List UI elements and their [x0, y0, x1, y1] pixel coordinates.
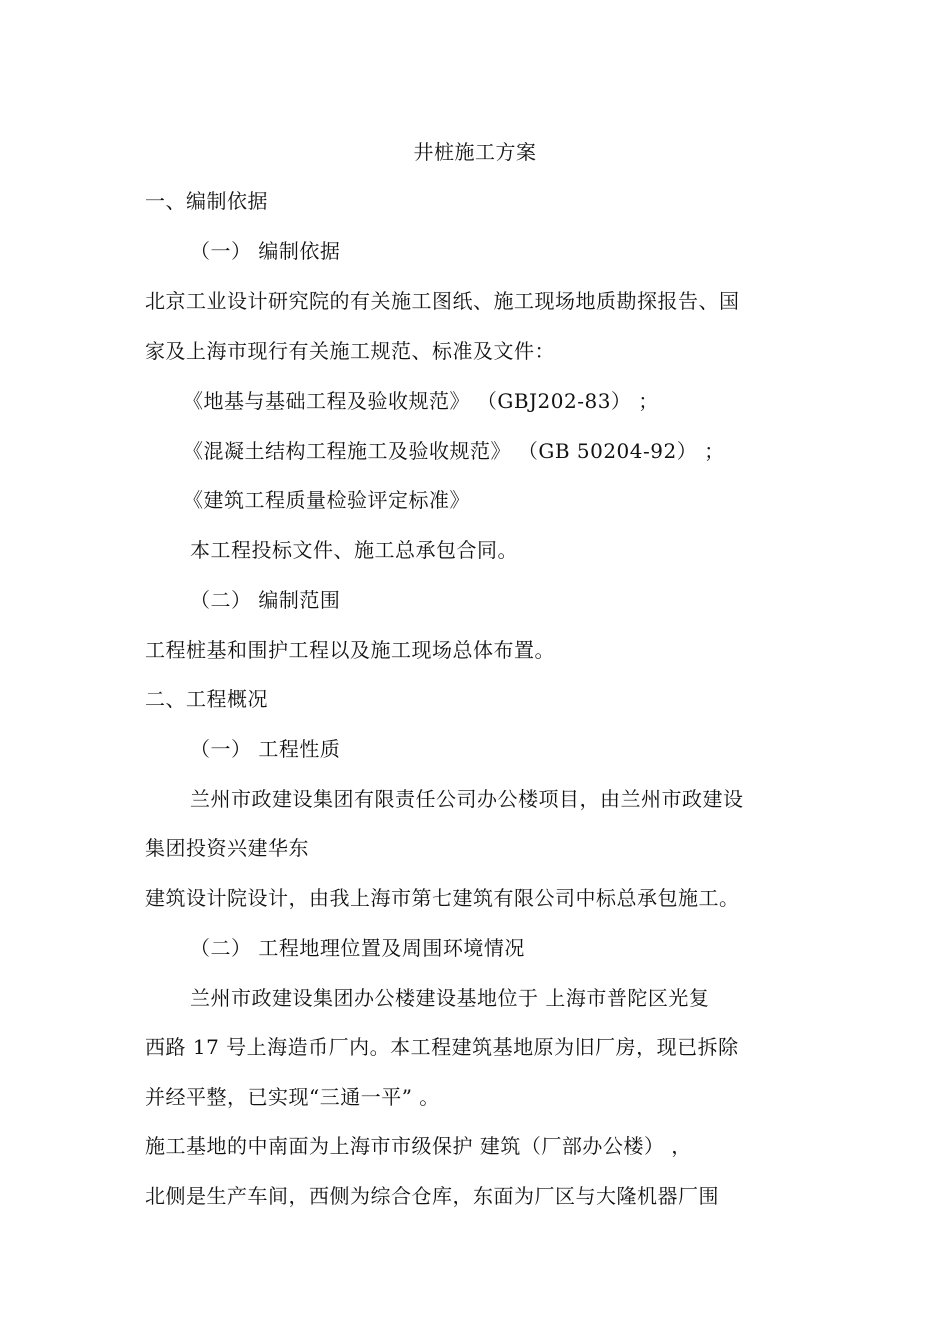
paragraph-line: 并经平整，已实现“三通一平” 。: [145, 1085, 440, 1109]
document-title: 井桩施工方案: [413, 140, 537, 164]
reference-line: 《混凝土结构工程施工及验收规范》 （GB 50204-92） ；: [183, 439, 725, 463]
section-heading: 一、编制依据: [145, 189, 268, 213]
paragraph-line: 家及上海市现行有关施工规范、标准及文件：: [145, 339, 555, 363]
paragraph-line: 兰州市政建设集团有限责任公司办公楼项目，由兰州市政建设: [190, 787, 744, 811]
reference-line: 《建筑工程质量检验评定标准》: [183, 488, 470, 512]
paragraph-line: 北京工业设计研究院的有关施工图纸、施工现场地质勘探报告、国: [145, 289, 740, 313]
reference-line: 《地基与基础工程及验收规范》 （GBJ202-83） ；: [183, 389, 659, 413]
subsection-heading: （一） 编制依据: [190, 239, 341, 263]
paragraph-line: 工程桩基和围护工程以及施工现场总体布置。: [145, 638, 555, 662]
paragraph-line: 建筑设计院设计，由我上海市第七建筑有限公司中标总承包施工。: [145, 886, 740, 910]
subsection-heading: （一） 工程性质: [190, 737, 341, 761]
paragraph-line: 本工程投标文件、施工总承包合同。: [190, 538, 518, 562]
paragraph-line: 集团投资兴建华东: [145, 836, 309, 860]
paragraph-line: 北侧是生产车间，西侧为综合仓库，东面为厂区与大隆机器厂围: [145, 1184, 719, 1208]
subsection-heading: （二） 工程地理位置及周围环境情况: [190, 936, 525, 960]
paragraph-line: 兰州市政建设集团办公楼建设基地位于 上海市普陀区光复: [190, 986, 710, 1010]
paragraph-line: 施工基地的中南面为上海市市级保护 建筑（厂部办公楼） ，: [145, 1134, 692, 1158]
paragraph-line: 西路 17 号上海造币厂内。本工程建筑基地原为旧厂房，现已拆除: [145, 1035, 739, 1059]
section-heading: 二、工程概况: [145, 687, 268, 711]
subsection-heading: （二） 编制范围: [190, 588, 341, 612]
